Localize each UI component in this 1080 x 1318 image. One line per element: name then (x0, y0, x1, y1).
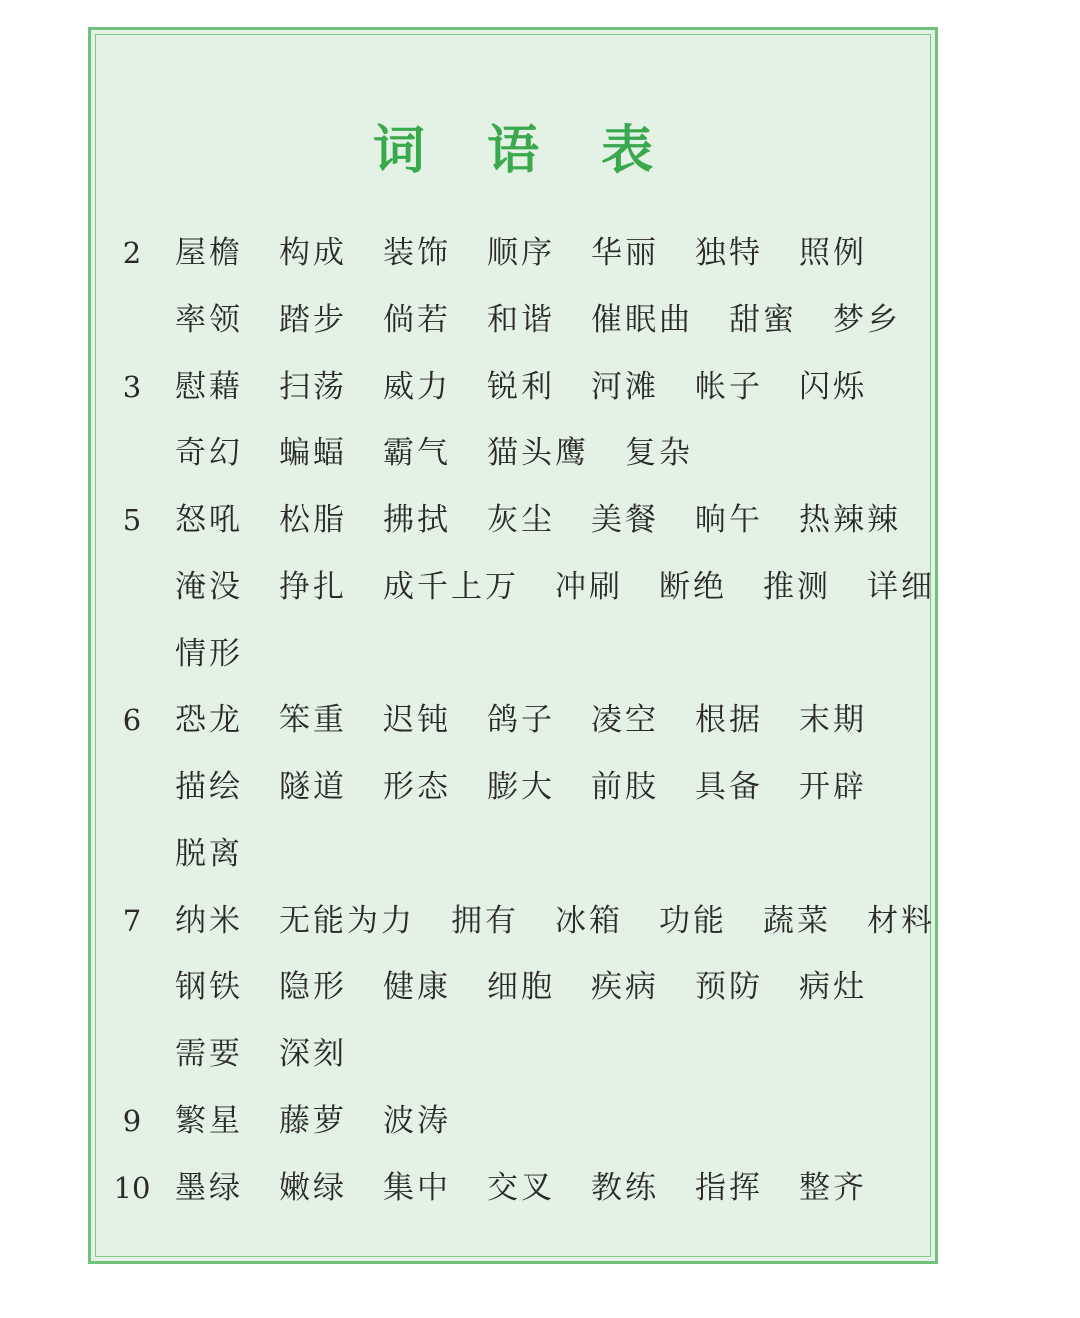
vocab-word: 踏步 (279, 301, 347, 338)
vocab-word: 淹没 (175, 568, 243, 605)
vocab-word: 描绘 (175, 769, 243, 805)
vocab-word: 嫩绿 (279, 1169, 347, 1206)
vocab-word: 指挥 (695, 1169, 763, 1206)
vocab-word: 细胞 (487, 969, 555, 1006)
vocab-word: 具备 (695, 769, 763, 805)
lesson-number: 3 (122, 369, 142, 404)
vocab-word: 热辣辣 (799, 502, 901, 538)
word-group (175, 1155, 903, 1222)
vocab-word: 无能为力 (279, 902, 415, 939)
vocab-word: 构成 (279, 235, 347, 271)
vocab-word: 波涛 (383, 1102, 451, 1139)
vocab-word: 深刻 (279, 1036, 347, 1072)
vocab-word: 健康 (383, 969, 451, 1006)
vocab-word: 凌空 (591, 702, 659, 739)
vocab-word: 冲刷 (555, 568, 623, 605)
vocab-line (91, 1088, 935, 1155)
lesson-number: 9 (122, 1103, 142, 1138)
vocab-word: 华丽 (591, 235, 659, 271)
vocab-word: 帐子 (695, 368, 763, 405)
vocab-word: 材料 (867, 902, 935, 939)
vocab-line (91, 1021, 935, 1088)
vocab-word: 倘若 (383, 301, 451, 338)
vocab-word: 整齐 (799, 1169, 867, 1206)
vocab-word: 隧道 (279, 769, 347, 805)
vocab-word: 催眠曲 (591, 301, 693, 338)
vocab-word: 需要 (175, 1036, 243, 1072)
vocab-line (91, 754, 935, 821)
vocab-word: 和谐 (487, 301, 555, 338)
word-group (175, 754, 903, 821)
vocab-word: 梦乡 (833, 301, 901, 338)
vocab-word: 威力 (383, 368, 451, 405)
word-group (175, 287, 937, 354)
vocab-word: 形态 (383, 769, 451, 805)
vocab-word: 脱离 (175, 835, 243, 872)
vocab-word: 钢铁 (175, 969, 243, 1006)
vocab-word: 挣扎 (279, 568, 347, 605)
vocab-word: 猫头鹰 (487, 435, 589, 472)
vocab-word: 锐利 (487, 368, 555, 405)
vocab-line (91, 354, 935, 421)
vocab-word: 扫荡 (279, 368, 347, 405)
vocab-word: 隐形 (279, 969, 347, 1006)
vocab-word: 慰藉 (175, 368, 243, 405)
word-group (175, 354, 903, 421)
vocabulary-frame (88, 27, 938, 1264)
vocab-word: 照例 (799, 235, 867, 271)
vocab-word: 蔬菜 (763, 902, 831, 939)
word-group (175, 420, 729, 487)
vocabulary-list (91, 220, 935, 1221)
vocab-line (91, 954, 935, 1021)
vocab-word: 断绝 (659, 568, 727, 605)
vocab-word: 复杂 (625, 435, 693, 472)
vocab-word: 鸽子 (487, 702, 555, 739)
vocab-line (91, 687, 935, 754)
lesson-number: 6 (122, 703, 142, 738)
word-group (175, 621, 279, 688)
vocab-word: 末期 (799, 702, 867, 739)
vocab-word: 推测 (763, 568, 831, 605)
vocab-line (91, 621, 935, 688)
vocab-word: 交叉 (487, 1169, 555, 1206)
vocab-word: 繁星 (175, 1102, 243, 1139)
lesson-number: 2 (122, 236, 142, 270)
vocab-word: 情形 (175, 635, 243, 672)
vocab-word: 河滩 (591, 368, 659, 405)
vocab-word: 拂拭 (383, 502, 451, 538)
vocab-word: 成千上万 (383, 568, 519, 605)
vocab-word: 灰尘 (487, 502, 555, 538)
vocab-line (91, 287, 935, 354)
vocab-word: 疾病 (591, 969, 659, 1006)
vocab-word: 前肢 (591, 769, 659, 805)
vocab-word: 预防 (695, 969, 763, 1006)
word-group (175, 220, 903, 287)
word-group (175, 554, 971, 621)
vocab-line (91, 888, 935, 955)
vocab-word: 恐龙 (175, 702, 243, 739)
vocab-word: 教练 (591, 1169, 659, 1206)
vocab-word: 迟钝 (383, 702, 451, 739)
vocab-word: 率领 (175, 301, 243, 338)
vocab-word: 详细 (867, 568, 935, 605)
vocab-line (91, 821, 935, 888)
word-group (175, 888, 971, 955)
vocab-word: 怒吼 (175, 502, 243, 538)
lesson-number: 7 (122, 903, 142, 938)
vocab-word: 奇幻 (175, 435, 243, 472)
word-group (175, 1021, 383, 1088)
vocab-word: 松脂 (279, 502, 347, 538)
vocab-line (91, 554, 935, 621)
vocab-word: 拥有 (451, 902, 519, 939)
vocab-word: 美餐 (591, 502, 659, 538)
vocab-word: 冰箱 (555, 902, 623, 939)
lesson-number: 10 (113, 1170, 151, 1205)
vocab-line (91, 487, 935, 554)
vocab-word: 晌午 (695, 502, 763, 538)
vocab-word: 笨重 (279, 702, 347, 739)
vocab-word: 墨绿 (175, 1169, 243, 1206)
vocab-line (91, 1155, 935, 1222)
vocab-word: 独特 (695, 235, 763, 271)
vocab-word: 功能 (659, 902, 727, 939)
word-group (175, 487, 937, 554)
page-title: 词 语 表 (372, 120, 676, 181)
vocab-word: 纳米 (175, 902, 243, 939)
word-group (175, 821, 279, 888)
vocab-word: 装饰 (383, 235, 451, 271)
word-group (175, 954, 903, 1021)
vocab-word: 霸气 (383, 435, 451, 472)
vocab-word: 闪烁 (799, 368, 867, 405)
vocab-line (91, 220, 935, 287)
vocab-word: 开辟 (799, 769, 867, 805)
word-group (175, 1088, 487, 1155)
vocab-word: 蝙蝠 (279, 435, 347, 472)
vocab-line (91, 420, 935, 487)
vocab-word: 集中 (383, 1169, 451, 1206)
lesson-number: 5 (122, 503, 142, 537)
vocab-word: 藤萝 (279, 1102, 347, 1139)
vocab-word: 甜蜜 (729, 301, 797, 338)
vocab-word: 根据 (695, 702, 763, 739)
word-group (175, 687, 903, 754)
vocab-word: 顺序 (487, 235, 555, 271)
vocab-word: 屋檐 (175, 235, 243, 271)
vocab-word: 膨大 (487, 769, 555, 805)
vocab-word: 病灶 (799, 969, 867, 1006)
